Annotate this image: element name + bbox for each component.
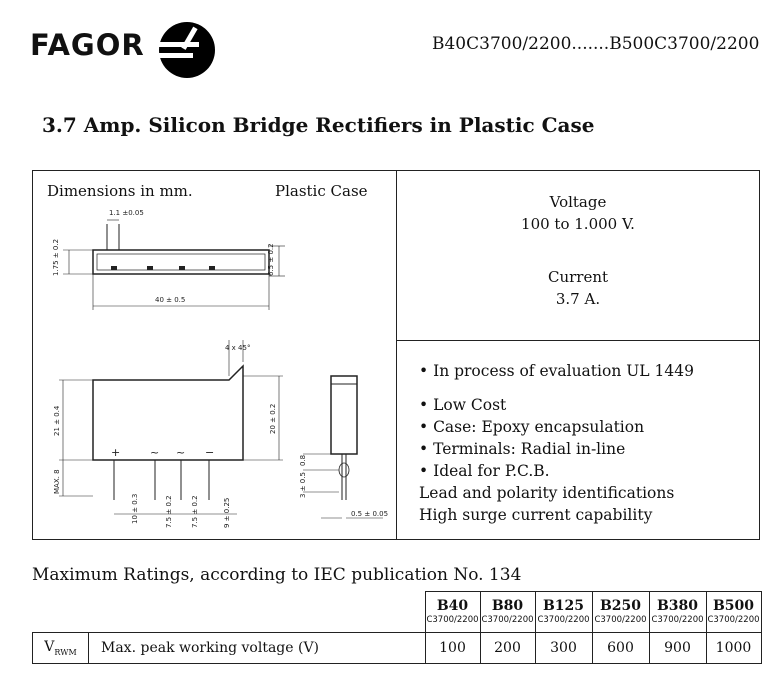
dimension-drawing <box>33 200 395 538</box>
list-item: • Terminals: Radial in-line <box>419 440 626 458</box>
current-value: 3.7 A. <box>555 290 601 308</box>
list-item: • Ideal for P.C.B. <box>419 462 550 480</box>
ratings-heading: Maximum Ratings, according to IEC publication No. 134 <box>32 565 522 585</box>
feature-list <box>419 360 694 526</box>
dimensions-heading: Dimensions in mm. <box>47 182 193 200</box>
voltage-label: Voltage <box>549 193 607 211</box>
list-item: • Case: Epoxy encapsulation <box>419 418 645 436</box>
case-type-label: Plastic Case <box>275 182 368 200</box>
divider <box>396 340 760 341</box>
list-item: • Low Cost <box>419 396 507 414</box>
value-cell: 900 <box>649 633 706 664</box>
dimension-label: 7.5 ± 0.2 <box>191 495 199 528</box>
parameter-cell: Max. peak working voltage (V) <box>89 633 426 664</box>
table-header-cell: B80 C3700/2200 <box>480 592 535 633</box>
pin-label: ~ <box>176 446 186 459</box>
list-item: Lead and polarity identifications <box>419 484 675 502</box>
page-title: 3.7 Amp. Silicon Bridge Rectifiers in Plastic Case <box>42 113 595 137</box>
package-profile <box>93 250 269 274</box>
dimension-label: 10 ± 0.3 <box>131 493 139 524</box>
part-number-range: B40C3700/2200.......B500C3700/2200 <box>432 34 760 54</box>
dimension-label: 9 ± 0.25 <box>223 497 231 528</box>
pin-label: + <box>111 446 121 459</box>
dimension-label: 21 ± 0.4 <box>53 405 61 436</box>
dimension-label: 0.5 ± 0.05 <box>351 510 389 518</box>
dimension-label: 4 x 45° <box>225 344 251 352</box>
value-cell: 1000 <box>706 633 761 664</box>
table-header-cell: B40 C3700/2200 <box>425 592 480 633</box>
dimension-label: 1.1 ±0.05 <box>109 209 144 217</box>
value-cell: 300 <box>535 633 592 664</box>
dimension-label: 3 ± 0.5 <box>299 472 307 498</box>
value-cell: 100 <box>425 633 480 664</box>
value-cell: 200 <box>480 633 535 664</box>
table-row <box>33 592 762 633</box>
fagor-logo-icon <box>157 20 217 80</box>
symbol-cell: $V_{RWM}$ <box>33 633 89 664</box>
dimension-label: 6.5 ± 0.2 <box>267 243 275 276</box>
dimension-label: 1.75 ± 0.2 <box>52 238 60 276</box>
current-label: Current <box>547 268 609 286</box>
table-header-cell: B125 C3700/2200 <box>535 592 592 633</box>
dimension-label: 0.8 <box>299 454 307 466</box>
pin-label: − <box>205 446 215 459</box>
package-side-view <box>331 376 357 454</box>
pin-label: ~ <box>150 446 160 459</box>
brand-logo-text: FAGOR <box>30 28 145 62</box>
table-header-cell: B500 C3700/2200 <box>706 592 761 633</box>
list-item: High surge current capability <box>419 506 653 524</box>
dimension-label: MAX. 8 <box>53 469 61 494</box>
table-row <box>33 633 762 664</box>
voltage-value: 100 to 1.000 V. <box>521 215 635 233</box>
ratings-table <box>32 591 762 664</box>
table-header-cell: B380 C3700/2200 <box>649 592 706 633</box>
dimension-label: 40 ± 0.5 <box>155 296 186 304</box>
list-item: • In process of evaluation UL 1449 <box>419 362 694 380</box>
dimension-label: 20 ± 0.2 <box>269 403 277 434</box>
table-header-cell: B250 C3700/2200 <box>592 592 649 633</box>
value-cell: 600 <box>592 633 649 664</box>
dimension-label: 7.5 ± 0.2 <box>165 495 173 528</box>
